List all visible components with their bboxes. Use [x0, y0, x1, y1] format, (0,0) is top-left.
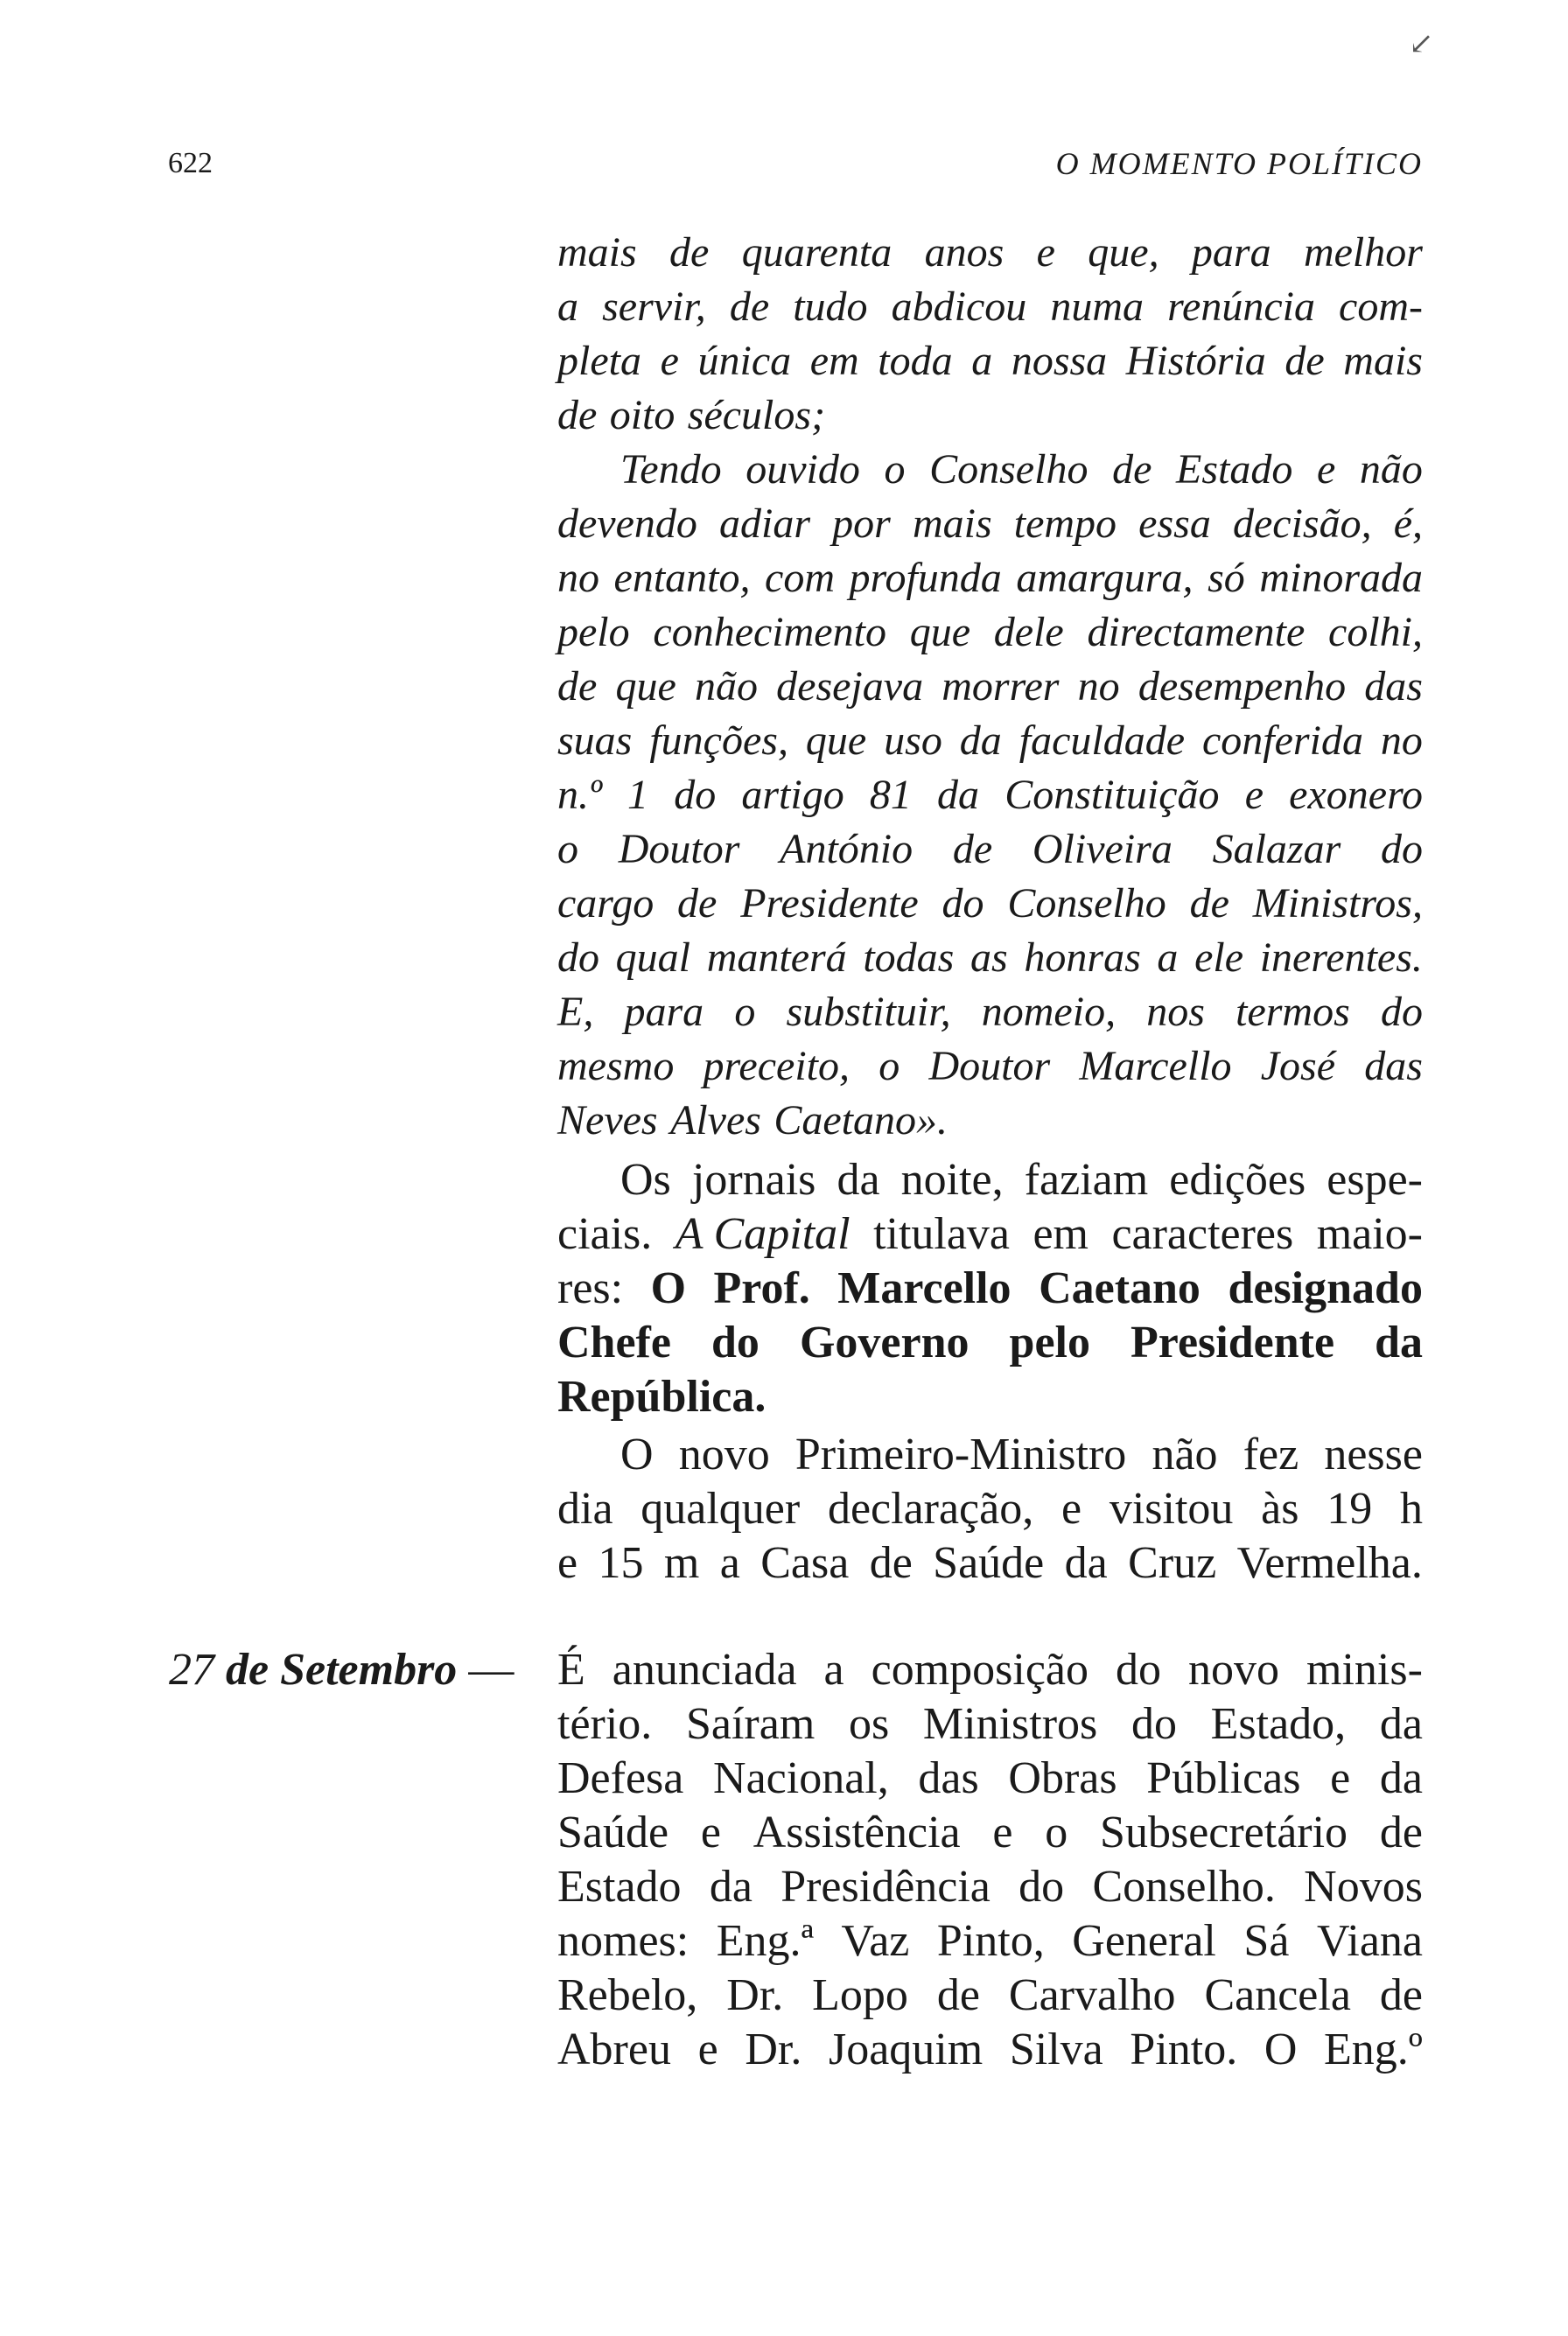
text-line: Os jornais da noite, faziam edições espe-	[620, 1155, 1423, 1205]
running-head: O MOMENTO POLÍTICO	[1055, 146, 1423, 181]
text-line: República.	[557, 1372, 766, 1422]
text-line: cargo de Presidente do Conselho de Ministros,	[557, 880, 1423, 927]
text-line: Defesa Nacional, das Obras Públicas e da	[557, 1753, 1423, 1803]
prime-minister-paragraph	[557, 1428, 1423, 1591]
text-line: O novo Primeiro-Ministro não fez nesse	[620, 1430, 1423, 1479]
newspaper-name: A Capital	[675, 1209, 850, 1259]
text-line: e 15 m a Casa de Saúde da Cruz Vermelha.	[557, 1538, 1423, 1588]
text-line: Neves Alves Caetano».	[557, 1097, 948, 1144]
text-line: de oito séculos;	[557, 392, 826, 438]
text-line: do qual manterá todas as honras a ele inerentes.	[557, 934, 1423, 981]
text-line: Saúde e Assistência e o Subsecretário de	[557, 1808, 1423, 1857]
text-line: Estado da Presidência do Conselho. Novos	[557, 1862, 1423, 1912]
text-line: res: O Prof. Marcello Caetano designado	[557, 1263, 1423, 1313]
text-line: Abreu e Dr. Joaquim Silva Pinto. O Eng.º	[557, 2025, 1423, 2074]
text-line: nomes: Eng.ª Vaz Pinto, General Sá Viana	[557, 1916, 1423, 1966]
text-line: Chefe do Governo pelo Presidente da	[557, 1318, 1423, 1367]
text-line: o Doutor António de Oliveira Salazar do	[557, 826, 1423, 872]
text-line: no entanto, com profunda amargura, só minorada	[557, 555, 1423, 601]
text-line: n.º 1 do artigo 81 da Constituição e exonero	[557, 772, 1423, 818]
page-number: 622	[168, 147, 213, 179]
date-heading: 27 de Setembro —	[169, 1645, 514, 1695]
text-line: E, para o substituir, nomeio, nos termos do	[557, 989, 1423, 1035]
text-line: mais de quarenta anos e que, para melhor	[557, 229, 1423, 276]
text-line: ciais. A Capital titulava em caracteres maio-	[557, 1207, 1423, 1262]
text-line: pleta e única em toda a nossa História de mais	[557, 338, 1423, 384]
text-line: dia qualquer declaração, e visitou às 19 h	[557, 1484, 1423, 1534]
text-line: Tendo ouvido o Conselho de Estado e não	[620, 446, 1423, 493]
text-line: Rebelo, Dr. Lopo de Carvalho Cancela de	[557, 1970, 1423, 2020]
newspapers-paragraph	[557, 1153, 1423, 1424]
text-line: devendo adiar por mais tempo essa decisão, é,	[557, 500, 1423, 547]
text-line: É anunciada a composição do novo minis-	[557, 1645, 1423, 1695]
margin-mark: ↙	[1409, 28, 1434, 60]
text-line: de que não desejava morrer no desempenho das	[557, 663, 1423, 710]
text-line: tério. Saíram os Ministros do Estado, da	[557, 1699, 1423, 1749]
september-entry	[557, 1643, 1423, 2077]
text-line: a servir, de tudo abdicou numa renúncia com-	[557, 283, 1423, 330]
quoted-decree	[557, 226, 1423, 1148]
text-line: pelo conhecimento que dele directamente colhi,	[557, 609, 1423, 655]
text-line: mesmo preceito, o Doutor Marcello José das	[557, 1043, 1423, 1089]
text-line: suas funções, que uso da faculdade conferida no	[557, 717, 1423, 764]
